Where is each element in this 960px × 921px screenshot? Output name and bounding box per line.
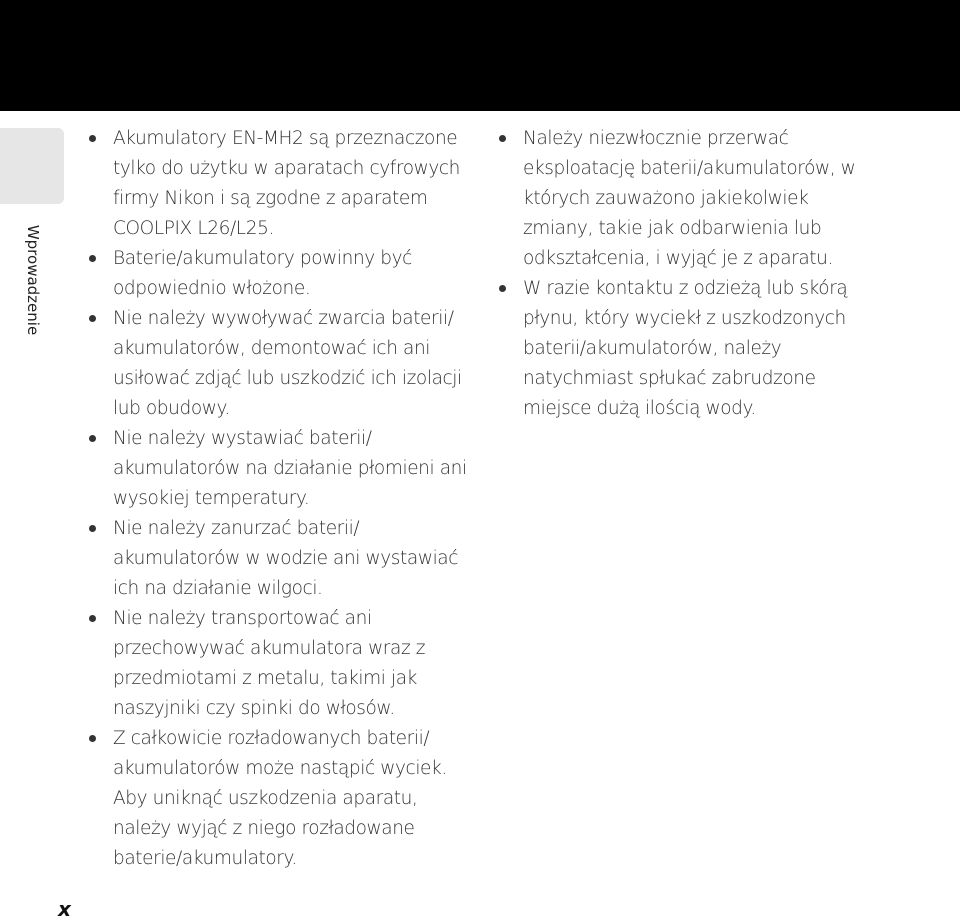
section-label: Wprowadzenie [24,224,42,336]
list-item [88,124,468,244]
bullet-icon [499,135,506,142]
list-item [88,604,468,724]
bullet-icon [89,315,96,322]
list-item-text: Nie należy wywoływać zwarcia baterii/ akumulatorów, demontować ich ani usiłować zdjąć lub uszkodzić ich izolacji lub obudowy. [113,308,462,419]
bullet-icon [89,615,96,622]
list-item-text: Nie należy wystawiać baterii/ akumulatorów na działanie płomieni ani wysokiej temperatury. [113,428,467,509]
bullet-icon [499,285,506,292]
bullet-icon [89,525,96,532]
list-item [498,274,878,424]
bullet-icon [89,255,96,262]
list-item-text: Nie należy transportować ani przechowywać akumulatora wraz z przedmiotami z metalu, takimi jak naszyjniki czy spinki do włosów. [113,608,426,719]
list-item [498,124,878,274]
list-item [88,724,468,874]
list-item-text: Z całkowicie rozładowanych baterii/ akumulatorów może nastąpić wyciek. Aby uniknąć uszkodzenia aparatu, należy wyjąć z niego rozładowane baterie/akumulatory. [113,728,447,869]
list-item-text: Należy niezwłocznie przerwać eksploatację baterii/akumulatorów, w których zauważono jakiekolwiek zmiany, takie jak odbarwienia lub odkształcenia, i wyjąć je z aparatu. [523,128,856,269]
list-item [88,424,468,514]
bullet-icon [89,135,96,142]
page-number: x [58,897,71,921]
bullet-icon [89,735,96,742]
list-item-text: Nie należy zanurzać baterii/ akumulatorów w wodzie ani wystawiać ich na działanie wilgoci. [113,518,459,599]
list-item-text: W razie kontaktu z odzieżą lub skórą płynu, który wyciekł z uszkodzonych baterii/akumulatorów, należy natychmiast spłukać zabrudzone miejsce dużą ilością wody. [523,278,848,419]
bullet-icon [89,435,96,442]
list-item [88,244,468,304]
right-bullet-list [498,124,878,424]
list-item [88,514,468,604]
header-band [0,0,960,111]
section-tab [0,128,64,204]
list-item-text: Akumulatory EN-MH2 są przeznaczone tylko do użytku w aparatach cyfrowych firmy Nikon i są zgodne z aparatem COOLPIX L26/L25. [113,128,460,239]
list-item-text: Baterie/akumulatory powinny być odpowiednio włożone. [113,248,412,299]
list-item [88,304,468,424]
left-bullet-list [88,124,468,874]
